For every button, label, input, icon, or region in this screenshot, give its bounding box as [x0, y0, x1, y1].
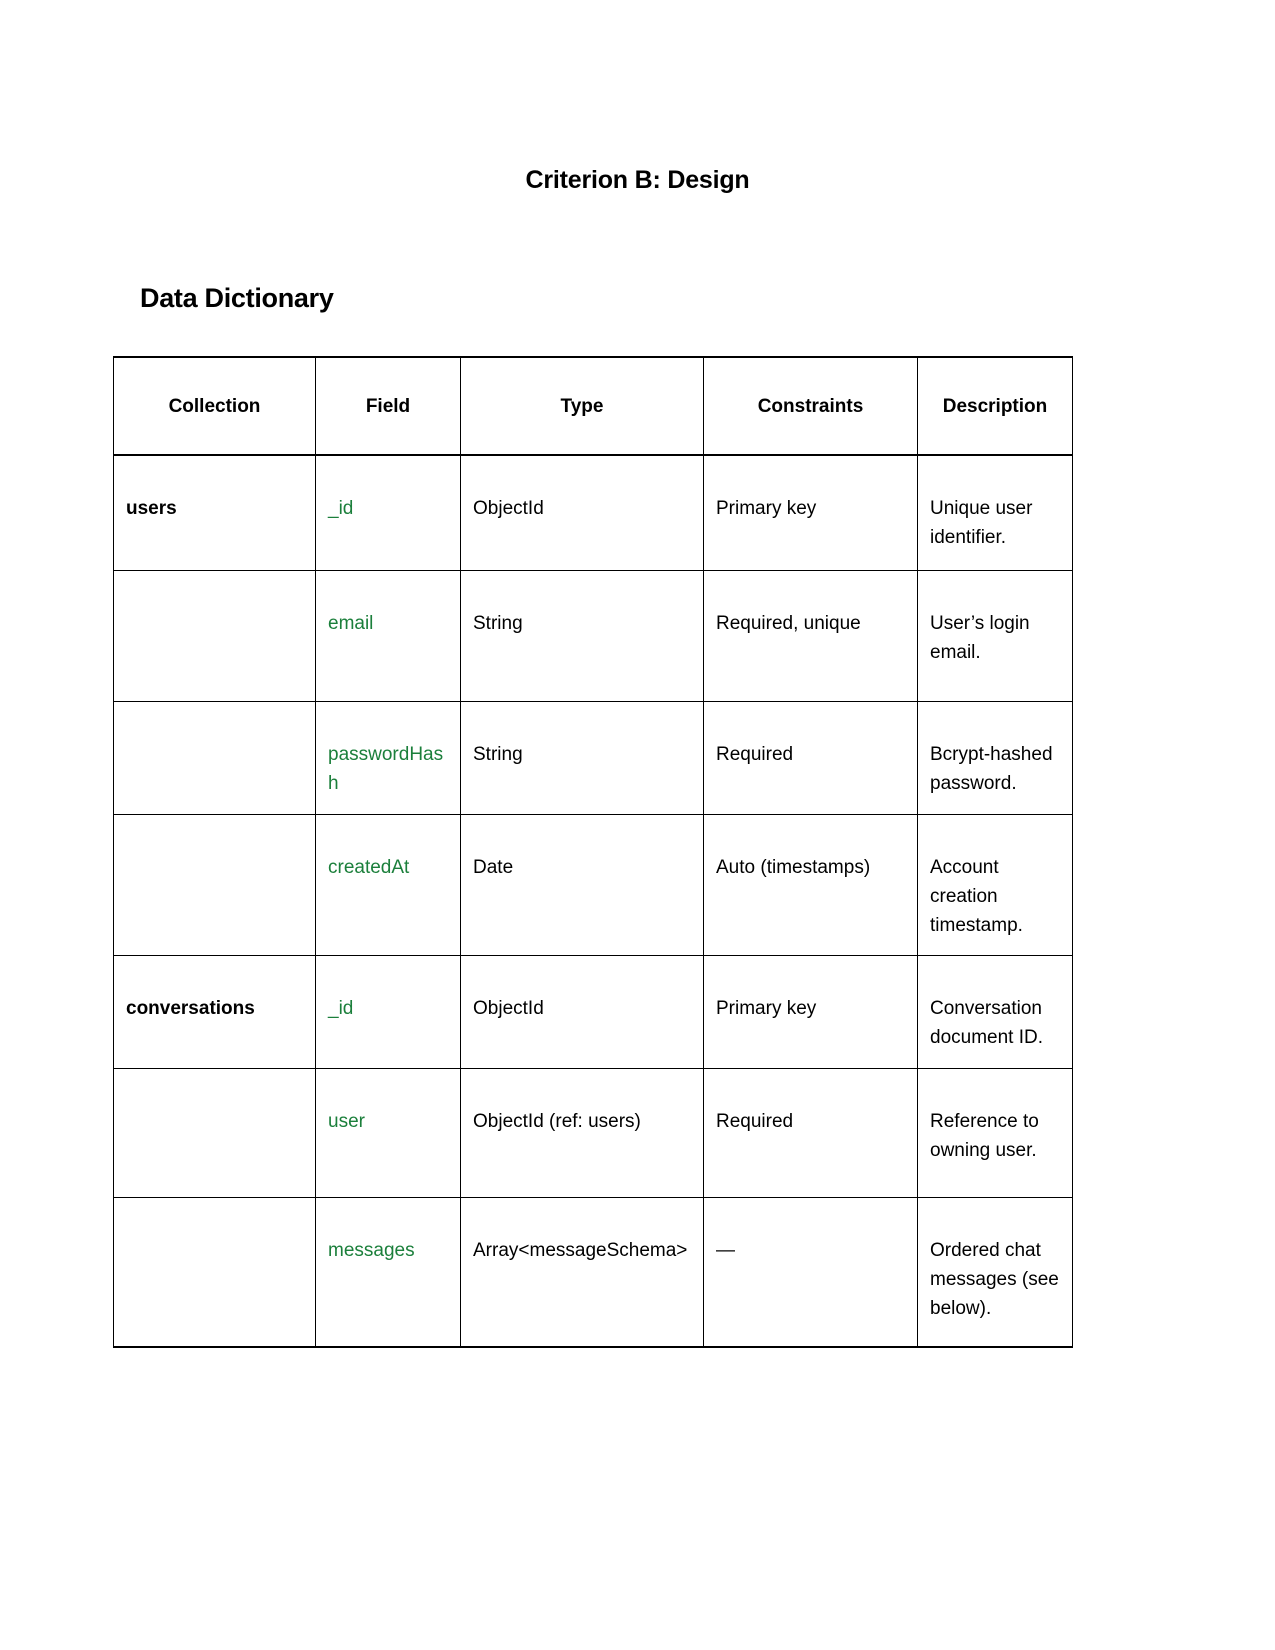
cell-collection — [114, 702, 316, 815]
field-name: _id — [328, 498, 354, 519]
cell-type: Array<messageSchema> — [461, 1198, 704, 1348]
cell-collection — [114, 1198, 316, 1348]
cell-constraints: Required — [704, 1069, 918, 1198]
collection-name: conversations — [126, 998, 255, 1019]
cell-type: ObjectId — [461, 455, 704, 571]
section-heading-data-dictionary: Data Dictionary — [140, 283, 334, 313]
cell-collection — [114, 455, 316, 571]
column-header-collection: Collection — [114, 357, 316, 455]
column-header-constraints: Constraints — [704, 357, 918, 455]
cell-field — [316, 702, 461, 815]
field-name: messages — [328, 1240, 415, 1261]
field-name: email — [328, 613, 374, 634]
cell-description: Reference to owning user. — [918, 1069, 1073, 1198]
column-header-field: Field — [316, 357, 461, 455]
cell-description: Account creation timestamp. — [918, 815, 1073, 956]
field-name: createdAt — [328, 857, 410, 878]
cell-type: String — [461, 571, 704, 702]
cell-description: Conversation document ID. — [918, 956, 1073, 1069]
cell-field — [316, 1198, 461, 1348]
page-title: Criterion B: Design — [525, 166, 750, 194]
cell-description: Bcrypt-hashed password. — [918, 702, 1073, 815]
cell-constraints: Auto (timestamps) — [704, 815, 918, 956]
cell-collection — [114, 956, 316, 1069]
field-name: _id — [328, 998, 354, 1019]
cell-collection — [114, 1069, 316, 1198]
cell-constraints: Required, unique — [704, 571, 918, 702]
cell-constraints: Primary key — [704, 455, 918, 571]
cell-constraints: Required — [704, 702, 918, 815]
field-name: passwordHash — [328, 744, 444, 794]
data-dictionary-table — [113, 356, 1073, 1348]
collection-name: users — [126, 498, 177, 519]
table-row — [114, 455, 1073, 571]
table-row — [114, 702, 1073, 815]
table-row — [114, 1069, 1073, 1198]
cell-field — [316, 815, 461, 956]
table-header-row — [114, 357, 1073, 455]
table-row — [114, 571, 1073, 702]
cell-type: ObjectId (ref: users) — [461, 1069, 704, 1198]
column-header-description: Description — [918, 357, 1073, 455]
cell-constraints: — — [704, 1198, 918, 1348]
cell-collection — [114, 571, 316, 702]
cell-field — [316, 1069, 461, 1198]
cell-type: Date — [461, 815, 704, 956]
table-row — [114, 815, 1073, 956]
cell-description: Unique user identifier. — [918, 455, 1073, 571]
cell-type: ObjectId — [461, 956, 704, 1069]
cell-field — [316, 956, 461, 1069]
cell-type: String — [461, 702, 704, 815]
cell-description: User’s login email. — [918, 571, 1073, 702]
cell-field — [316, 571, 461, 702]
table-row — [114, 1198, 1073, 1348]
column-header-type: Type — [461, 357, 704, 455]
cell-collection — [114, 815, 316, 956]
cell-field — [316, 455, 461, 571]
cell-constraints: Primary key — [704, 956, 918, 1069]
cell-description: Ordered chat messages (see below). — [918, 1198, 1073, 1348]
field-name: user — [328, 1111, 365, 1132]
table-row — [114, 956, 1073, 1069]
